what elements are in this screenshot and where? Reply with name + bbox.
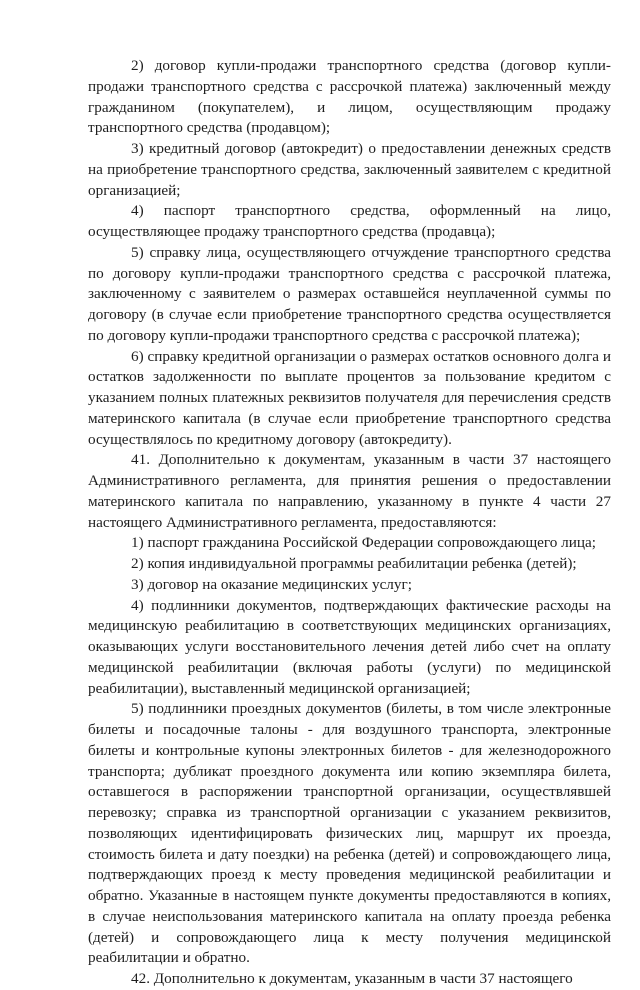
- paragraph-41-item-4: 4) подлинники документов, подтверждающих фактические расходы на медицинскую реабилитацию в соответствующих медицинских организациях, оказывающих услуги восстановительного лечения детей либо счет на оплату медицинской реабилитации (включая работы (услуги) по медицинской реабилитации), выставленный медицинской организацией;: [88, 596, 611, 697]
- paragraph-bank-certificate: 6) справку кредитной организации о размерах остатков основного долга и остатков задолженности по выплате процентов за пользование кредитом с указанием полных платежных реквизитов получателя для перечисления средств материнского капитала (в случае если приобретение транспортного средства осуществлялось по кредитному договору (автокредиту).: [88, 347, 611, 448]
- paragraph-42: 42. Дополнительно к документам, указанным в части 37 настоящего: [131, 970, 573, 987]
- paragraph-41-item-1: 1) паспорт гражданина Российской Федерации сопровождающего лица;: [131, 534, 596, 552]
- paragraph-41: 41. Дополнительно к документам, указанным в части 37 настоящего Административного регламента, для принятия решения о предоставлении материнского капитала по направлению, указанному в пункте 4 части 27 настоящего Административного регламента, предоставляются:: [88, 451, 611, 531]
- paragraph-seller-certificate: 5) справку лица, осуществляющего отчуждение транспортного средства по договору купли-продажи транспортного средства с рассрочкой платежа, заключенному с заявителем о размерах оставшейся неуплаченной суммы по договору (в случае если приобретение транспортного средства осуществляется по договору купли-продажи транспортного средства с рассрочкой платежа);: [88, 243, 611, 344]
- document-page: [88, 56, 611, 990]
- paragraph-41-item-3: 3) договор на оказание медицинских услуг;: [131, 575, 412, 593]
- paragraph-41-item-2: 2) копия индивидуальной программы реабилитации ребенка (детей);: [131, 555, 577, 572]
- paragraph-contract-sale: 2) договор купли-продажи транспортного средства (договор купли-продажи транспортного средства с рассрочкой платежа) заключенный между гражданином (покупателем), и лицом, осуществляющим продажу транспортного средства (продавцом);: [88, 57, 611, 137]
- paragraph-seller-passport: 4) паспорт транспортного средства, оформленный на лицо, осуществляющее продажу транспортного средства (продавца);: [88, 202, 611, 240]
- paragraph-credit-agreement: 3) кредитный договор (автокредит) о предоставлении денежных средств на приобретение транспортного средства, заключенный заявителем с кредитной организацией;: [88, 140, 611, 199]
- paragraph-41-item-5: 5) подлинники проездных документов (билеты, в том числе электронные билеты и посадочные талоны - для воздушного транспорта, электронные билеты и контрольные купоны электронных билетов - для железнодорожного транспорта; дубликат проездного документа или копию экземпляра билета, оставшегося в распоряжении транспортной организации, осуществлявшей перевозку; справка из транспортной организации с указанием реквизитов, позволяющих идентифицировать физических лиц, маршрут их проезда, стоимость билета и дату поездки) на ребенка (детей) и сопровождающего лица, подтверждающих проезд к месту проведения медицинской реабилитации и обратно. Указанные в настоящем пункте документы предоставляются в копиях, в случае неиспользования материнского капитала на оплату проезда ребенка (детей) и сопровождающего лица к месту получения медицинской реабилитации и обратно.: [88, 700, 611, 967]
